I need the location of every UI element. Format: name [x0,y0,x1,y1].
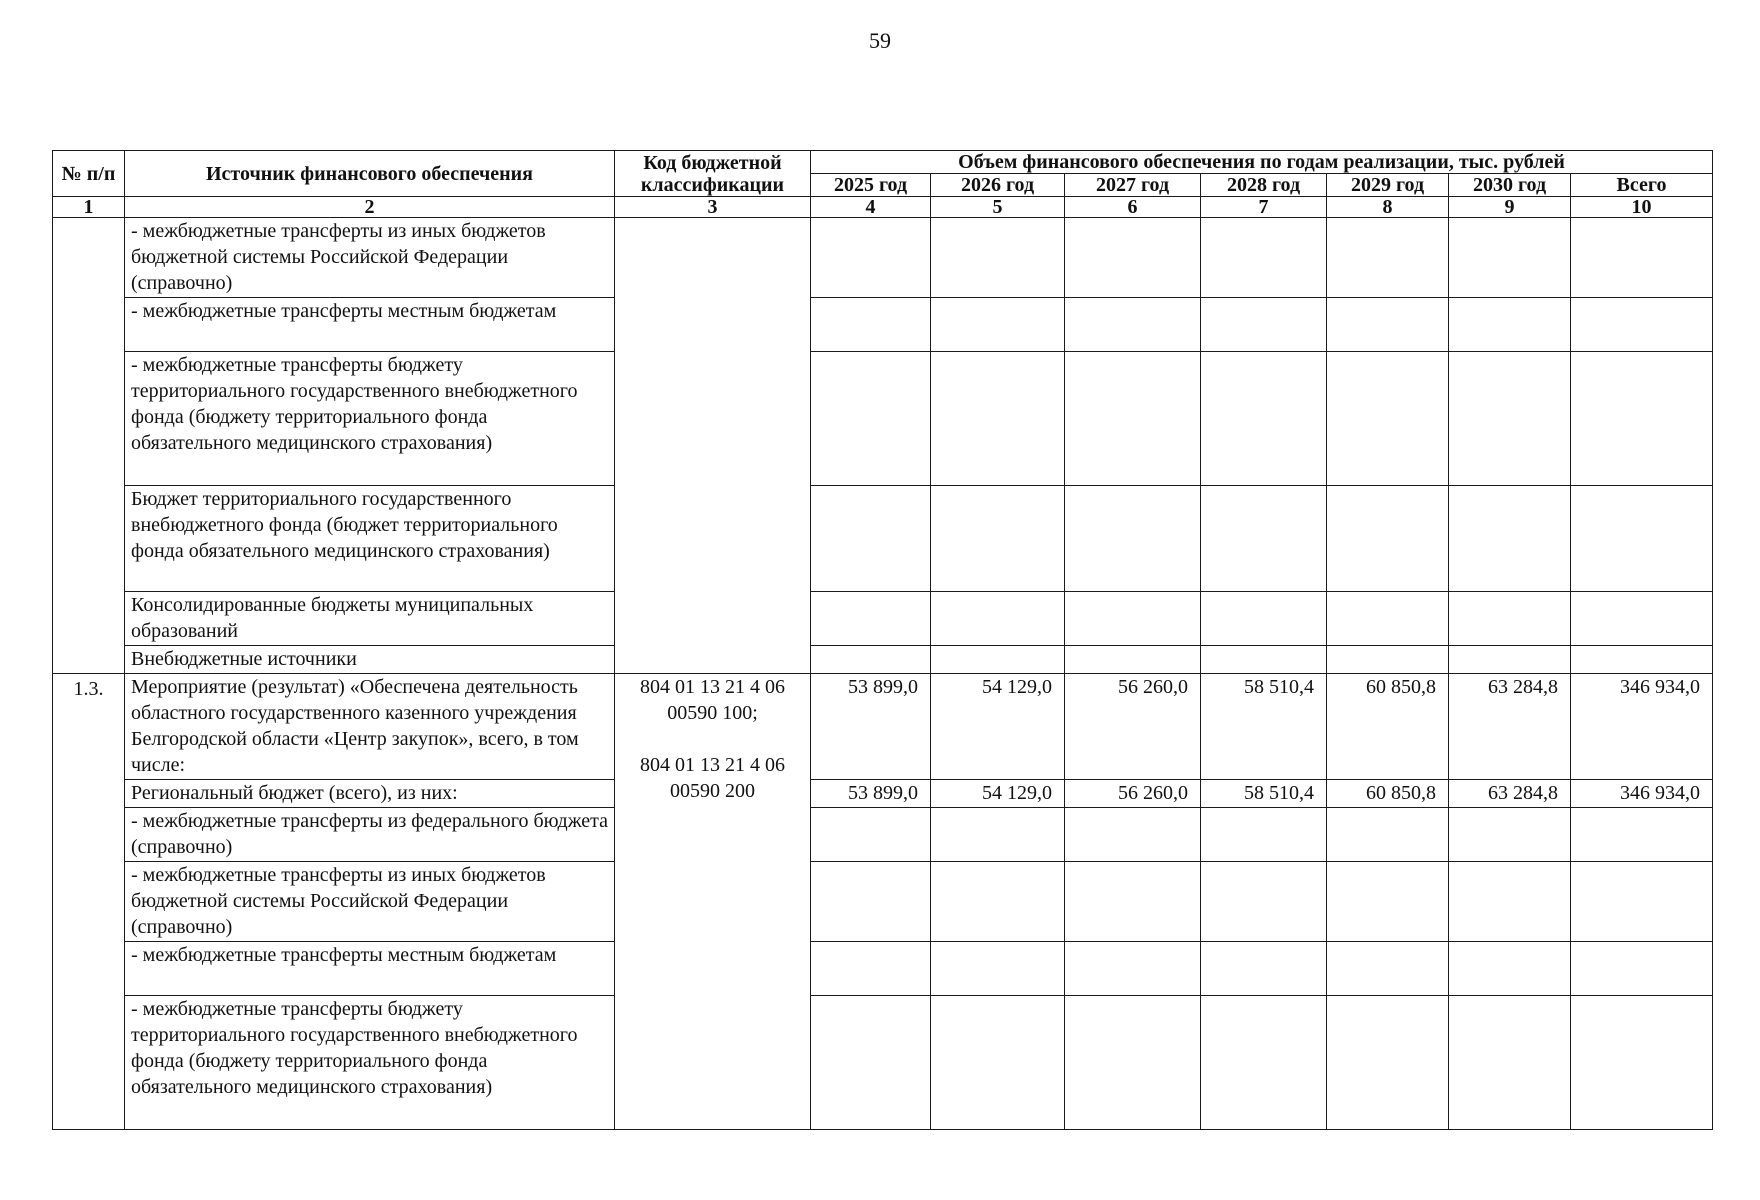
value-cell [1571,486,1713,592]
value-cell [931,486,1065,592]
header-row-1 [53,151,1713,174]
value-cell [1449,808,1571,862]
value-cell [1571,808,1713,862]
header-year: 2025 год [811,174,931,197]
source-cell: - межбюджетные трансферты бюджету территориального государственного внебюджетного фонда (бюджету территориального фонда обязательного медицинского страхования) [125,996,615,1130]
column-number: 5 [931,197,1065,218]
value-cell [1201,646,1327,674]
budget-code-line: 804 01 13 21 4 06 [640,754,785,776]
table-row [53,862,1713,942]
header-volume-group: Объем финансового обеспечения по годам реализации, тыс. рублей [811,151,1713,174]
value-cell [1201,486,1327,592]
header-year: 2028 год [1201,174,1327,197]
value-cell [1571,862,1713,942]
row-index: 1.3. [53,674,125,1130]
value-cell [1201,592,1327,646]
value-cell [1327,646,1449,674]
value-cell [1201,808,1327,862]
value-cell [1327,298,1449,352]
source-cell: Региональный бюджет (всего), из них: [125,780,615,808]
header-index: № п/п [53,151,125,197]
source-cell: Внебюджетные источники [125,646,615,674]
value-cell [1571,218,1713,298]
header-column-numbers [53,197,1713,218]
value-cell [1065,808,1201,862]
value-cell [1065,486,1201,592]
header-total: Всего [1571,174,1713,197]
table-row [53,808,1713,862]
value-cell [1065,352,1201,486]
column-number: 3 [615,197,811,218]
value-cell [1449,646,1571,674]
value-cell [1201,218,1327,298]
value-cell [811,298,931,352]
table-row [53,942,1713,996]
value-cell [931,646,1065,674]
value-cell: 53 899,0 [811,674,931,780]
budget-code-line: 804 01 13 21 4 06 [640,676,785,698]
source-cell: - межбюджетные трансферты из иных бюджетов бюджетной системы Российской Федерации (справочно) [125,862,615,942]
value-cell [1571,942,1713,996]
total-cell: 346 934,0 [1571,674,1713,780]
value-cell [1327,808,1449,862]
value-cell [1065,942,1201,996]
code-cell-empty [615,218,811,674]
value-cell [1449,352,1571,486]
column-number: 1 [53,197,125,218]
value-cell [1065,218,1201,298]
value-cell [1065,996,1201,1130]
value-cell: 63 284,8 [1449,674,1571,780]
value-cell: 54 129,0 [931,674,1065,780]
table-row [53,996,1713,1130]
value-cell [1201,996,1327,1130]
value-cell [1571,646,1713,674]
value-cell [1449,996,1571,1130]
header-year: 2027 год [1065,174,1201,197]
table-row [53,646,1713,674]
value-cell [811,592,931,646]
value-cell [1065,646,1201,674]
source-cell: - межбюджетные трансферты местным бюджетам [125,942,615,996]
value-cell [811,996,931,1130]
header-source: Источник финансового обеспечения [125,151,615,197]
index-cell-empty [53,218,125,674]
value-cell: 58 510,4 [1201,674,1327,780]
source-cell: - межбюджетные трансферты из иных бюджетов бюджетной системы Российской Федерации (справочно) [125,218,615,298]
source-cell: - межбюджетные трансферты местным бюджетам [125,298,615,352]
value-cell [931,352,1065,486]
value-cell [1327,352,1449,486]
value-cell [1571,352,1713,486]
table-row [53,218,1713,298]
value-cell [1449,486,1571,592]
value-cell: 60 850,8 [1327,780,1449,808]
header-year: 2030 год [1449,174,1571,197]
budget-code-line: 00590 200 [670,780,755,802]
value-cell [1201,942,1327,996]
value-cell [811,942,931,996]
table-row [53,352,1713,486]
column-number: 9 [1449,197,1571,218]
value-cell [1065,592,1201,646]
value-cell: 63 284,8 [1449,780,1571,808]
column-number: 4 [811,197,931,218]
column-number: 2 [125,197,615,218]
value-cell [1449,942,1571,996]
header-year: 2029 год [1327,174,1449,197]
value-cell [811,862,931,942]
page-number: 59 [869,28,891,53]
value-cell [1201,352,1327,486]
financing-table [52,150,1713,1130]
value-cell: 58 510,4 [1201,780,1327,808]
value-cell [1201,298,1327,352]
value-cell [931,218,1065,298]
value-cell [811,352,931,486]
value-cell: 54 129,0 [931,780,1065,808]
value-cell [1201,862,1327,942]
value-cell [1065,862,1201,942]
value-cell [931,942,1065,996]
value-cell [1327,996,1449,1130]
value-cell [811,646,931,674]
table-row [53,486,1713,592]
table-row [53,592,1713,646]
value-cell [1571,592,1713,646]
value-cell [1065,298,1201,352]
source-cell: - межбюджетные трансферты бюджету территориального государственного внебюджетного фонда (бюджету территориального фонда обязательного медицинского страхования) [125,352,615,486]
value-cell [1327,592,1449,646]
value-cell [1327,942,1449,996]
value-cell: 60 850,8 [1327,674,1449,780]
value-cell [1449,298,1571,352]
value-cell [1571,298,1713,352]
value-cell [1449,592,1571,646]
value-cell [931,996,1065,1130]
value-cell [811,486,931,592]
value-cell: 53 899,0 [811,780,931,808]
table-row [53,674,1713,780]
value-cell [1327,486,1449,592]
table-row [53,780,1713,808]
value-cell [811,808,931,862]
column-number: 8 [1327,197,1449,218]
total-cell: 346 934,0 [1571,780,1713,808]
value-cell: 56 260,0 [1065,674,1201,780]
value-cell [931,808,1065,862]
source-cell: Мероприятие (результат) «Обеспечена деятельность областного государственного казенного учреждения Белгородской области «Центр закупок», всего, в том числе: [125,674,615,780]
value-cell [1449,218,1571,298]
value-cell [1449,862,1571,942]
value-cell [1571,996,1713,1130]
value-cell: 56 260,0 [1065,780,1201,808]
budget-code-cell [615,674,811,1130]
source-cell: Бюджет территориального государственного внебюджетного фонда (бюджет территориального фонда обязательного медицинского страхования) [125,486,615,592]
column-number: 6 [1065,197,1201,218]
value-cell [931,298,1065,352]
code-spacer [621,726,804,752]
value-cell [1327,218,1449,298]
source-cell: Консолидированные бюджеты муниципальных образований [125,592,615,646]
value-cell [931,862,1065,942]
value-cell [931,592,1065,646]
header-code: Код бюджетной классификации [615,151,811,197]
value-cell [811,218,931,298]
value-cell [1327,862,1449,942]
budget-code-line: 00590 100; [667,702,758,724]
table-row [53,298,1713,352]
column-number: 10 [1571,197,1713,218]
column-number: 7 [1201,197,1327,218]
header-year: 2026 год [931,174,1065,197]
source-cell: - межбюджетные трансферты из федерального бюджета (справочно) [125,808,615,862]
